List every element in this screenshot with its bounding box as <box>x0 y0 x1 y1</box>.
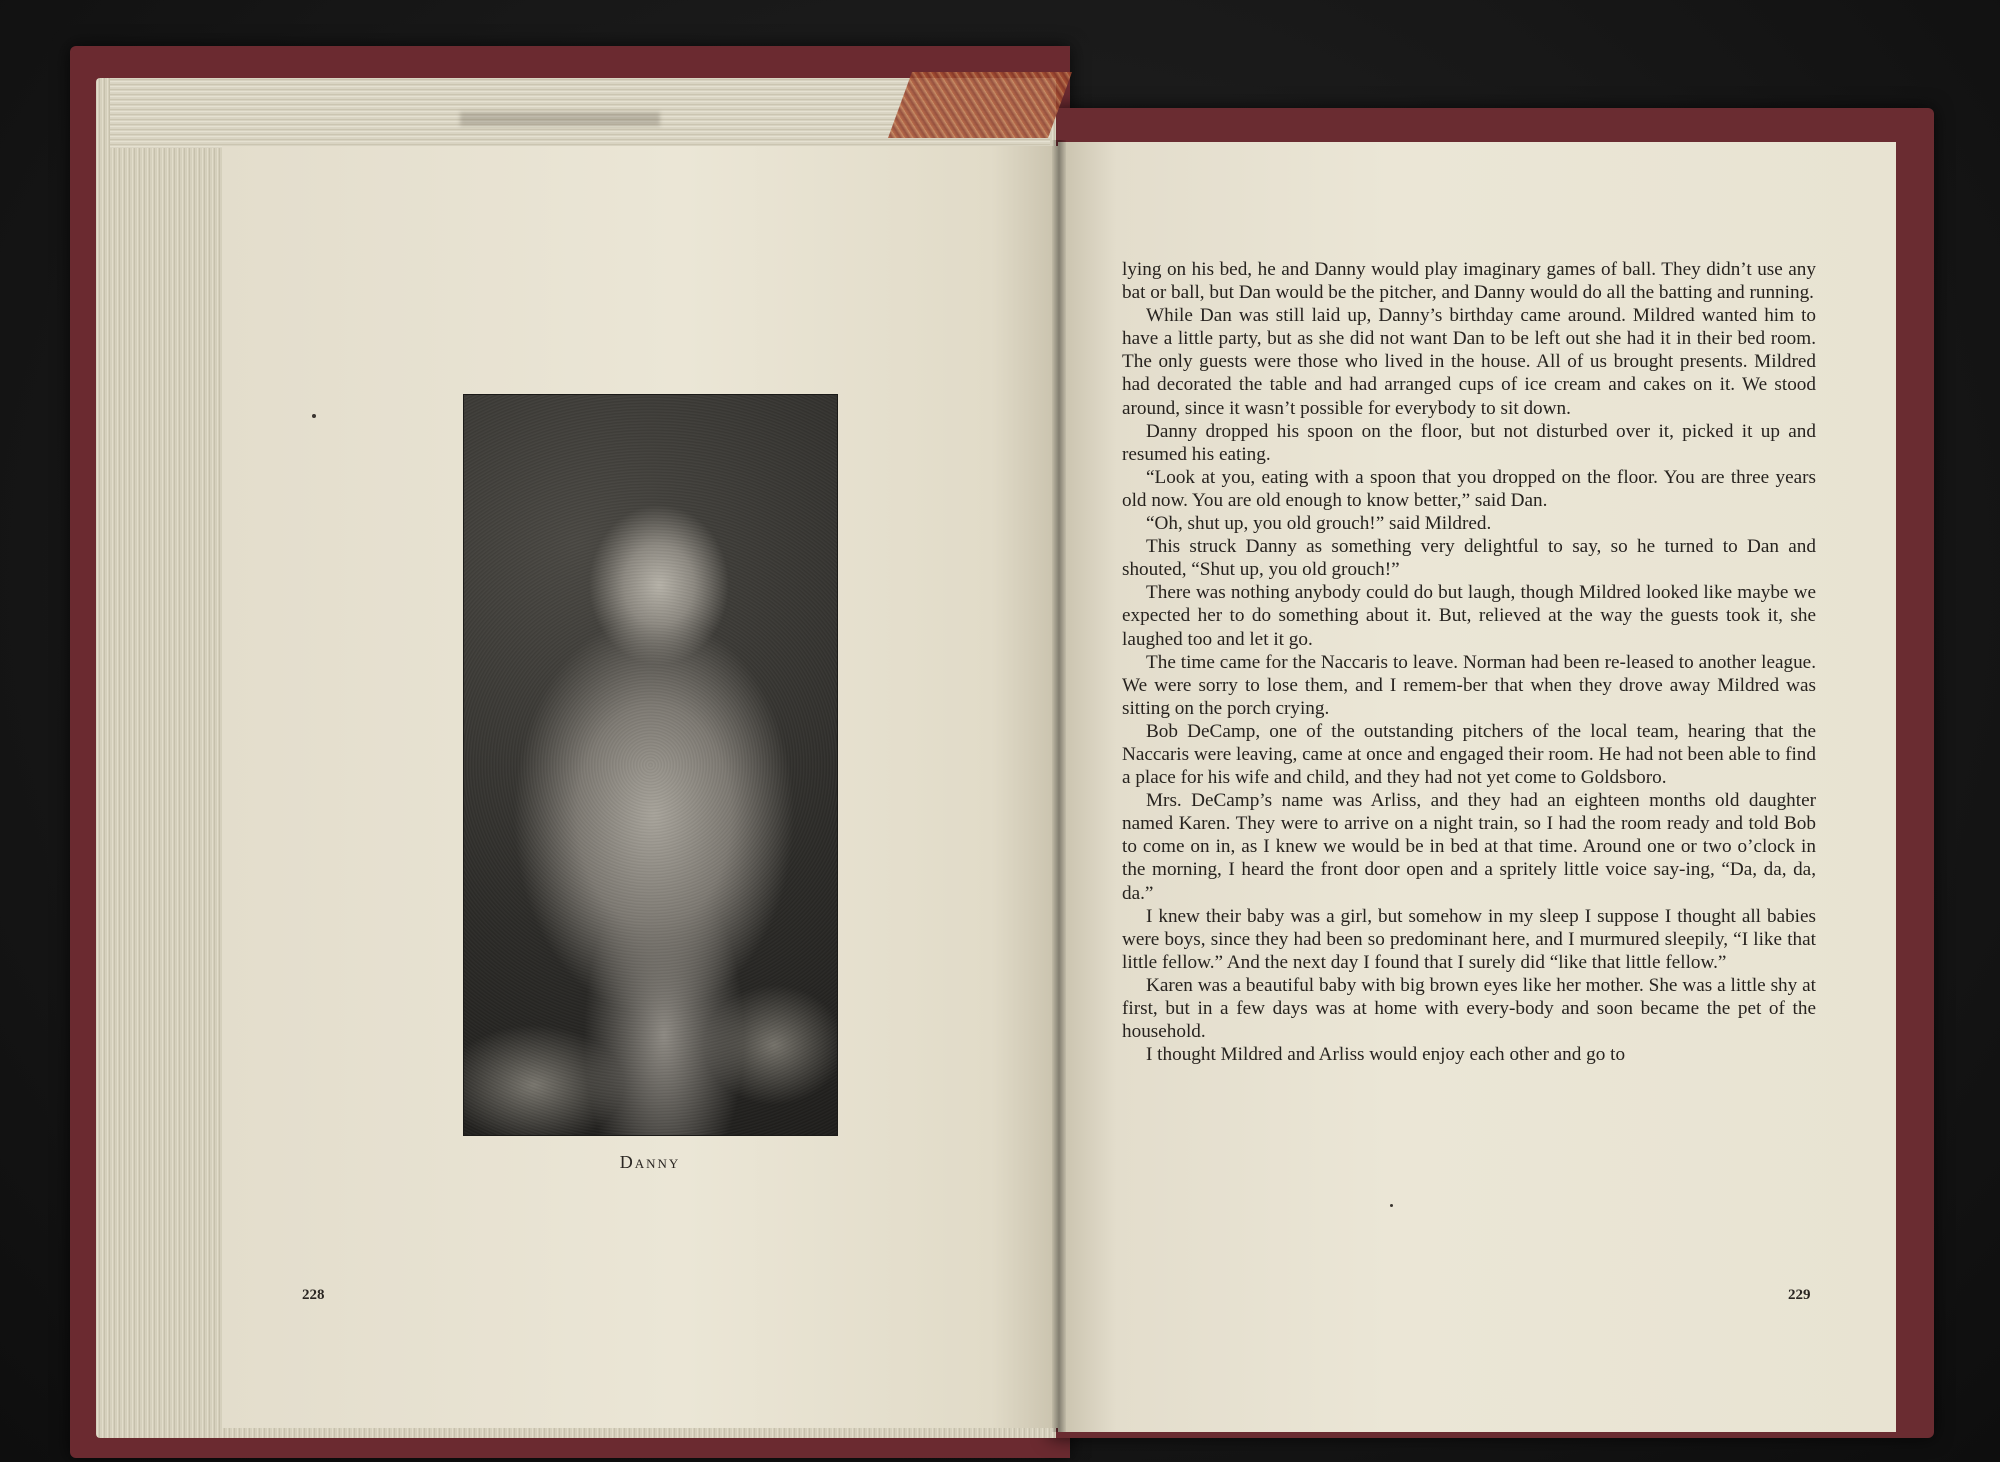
paragraph: “Look at you, eating with a spoon that you dropped on the floor. You are three years old now. You are old enough to know better,” said Dan. <box>1122 466 1816 511</box>
paragraph: Karen was a beautiful baby with big brown eyes like her mother. She was a little shy at first, but in a few days was at home with every-body and soon became the pet of the household. <box>1122 974 1816 1043</box>
paper-speck <box>1390 1204 1393 1207</box>
paper-speck <box>312 414 316 418</box>
paragraph: “Oh, shut up, you old grouch!” said Mildred. <box>1146 513 1492 535</box>
paragraph: Mrs. DeCamp’s name was Arliss, and they had an eighteen months old daughter named Karen. They were to arrive on a night train, so I had the room ready and told Bob to come on in, as I knew we would be in bed at that time. Around one or two o’clock in the morning, I heard the front door open and a spritely little voice say-ing, “Da, da, da, da.” <box>1122 790 1816 904</box>
page-number-right: 229 <box>1788 1287 1811 1303</box>
book-gutter <box>1052 140 1066 1432</box>
paragraph: Bob DeCamp, one of the outstanding pitchers of the local team, hearing that the Naccaris were leaving, came at once and engaged their room. He had not been able to find a place for his wife and child, and they had not yet come to Goldsboro. <box>1122 720 1816 789</box>
photo-caption: Danny <box>619 1152 681 1172</box>
paragraph: The time came for the Naccaris to leave. Norman had been re-leased to another league. We were sorry to lose them, and I remem-ber that when they drove away Mildred was sitting on the porch crying. <box>1122 651 1816 719</box>
page-number-left: 228 <box>302 1287 325 1303</box>
paragraph: I knew their baby was a girl, but somehow in my sleep I suppose I thought all babies were boys, since they had been so predominant here, and I murmured sleepily, “I like that little fellow.” And the next day I found that I surely did “like that little fellow.” <box>1122 905 1816 973</box>
page-header-smudge <box>460 112 660 126</box>
photograph-danny <box>463 394 838 1136</box>
body-text <box>1122 258 1816 1066</box>
paragraph: I thought Mildred and Arliss would enjoy each other and go to <box>1146 1044 1626 1066</box>
paragraph: This struck Danny as something very delightful to say, so he turned to Dan and shouted, “Shut up, you old grouch!” <box>1122 536 1816 581</box>
paragraph: While Dan was still laid up, Danny’s birthday came around. Mildred wanted him to have a little party, but as she did not want Dan to be left out she had it in their bed room. The only guests were those who lived in the house. All of us brought presents. Mildred had decorated the table and had arranged cups of ice cream and cakes on it. We stood around, since it wasn’t possible for everybody to sit down. <box>1122 305 1816 419</box>
paragraph: Danny dropped his spoon on the floor, but not disturbed over it, picked it up and resumed his eating. <box>1122 420 1816 465</box>
paragraph: There was nothing anybody could do but laugh, though Mildred looked like maybe we expected her to do something about it. But, relieved at the way the guests took it, she laughed too and let it go. <box>1122 582 1816 650</box>
paragraph: lying on his bed, he and Danny would play imaginary games of ball. They didn’t use any bat or ball, but Dan would be the pitcher, and Danny would do all the batting and running. <box>1122 259 1816 304</box>
spine-headband <box>888 72 1072 138</box>
